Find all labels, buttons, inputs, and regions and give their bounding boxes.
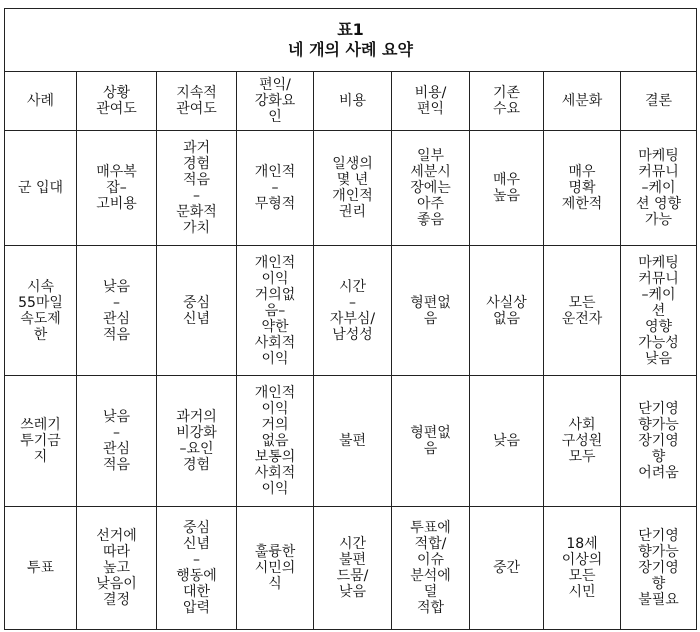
table-cell: 군 입대 — [5, 131, 77, 246]
table-cell: 일생의 몇 년 개인적 권리 — [314, 131, 392, 246]
table-cell: 시간 – 자부심/ 남성성 — [314, 245, 392, 376]
table-cell: 마케팅 커뮤니 –케이 션 영향 가능 — [621, 131, 697, 246]
table-cell: 과거 경험 적음 – 문화적 가치 — [157, 131, 237, 246]
table-cell: 낮음 — [470, 376, 544, 507]
table-cell: 낮음 – 관심 적음 — [77, 376, 157, 507]
table-cell: 단기영 향가능 장기영 향 불필요 — [621, 507, 697, 630]
table-cell: 사실상 없음 — [470, 245, 544, 376]
table-cell: 매우 명확 제한적 — [544, 131, 621, 246]
table-row — [5, 376, 697, 507]
table-cell: 선거에 따라 높고 낮음이 결정 — [77, 507, 157, 630]
table-title-text: 네 개의 사례 요약 — [288, 40, 413, 59]
table-cell: 매우 높음 — [470, 131, 544, 246]
table-cell: 중간 — [470, 507, 544, 630]
table-cell: 시간 불편 드뭄/ 낮음 — [314, 507, 392, 630]
table-cell: 중심 신념 — [157, 245, 237, 376]
table-cell: 투표에 적합/ 이슈 분석에 덜 적합 — [392, 507, 470, 630]
table-cell: 개인적 이익 거의 없음 보통의 사회적 이익 — [237, 376, 314, 507]
table-cell: 모든 운전자 — [544, 245, 621, 376]
table-cell: 단기영 향가능 장기영 향 어려움 — [621, 376, 697, 507]
header-cell-case: 사례 — [5, 72, 77, 131]
header-cell-segmentation: 세분화 — [544, 72, 621, 131]
table-cell: 개인적 이익 거의없 음– 약한 사회적 이익 — [237, 245, 314, 376]
header-cell-existing-demand: 기존 수요 — [470, 72, 544, 131]
summary-table-container — [4, 8, 696, 630]
table-cell: 투표 — [5, 507, 77, 630]
table-cell: 18세 이상의 모든 시민 — [544, 507, 621, 630]
table-cell: 일부 세분시 장에는 아주 좋음 — [392, 131, 470, 246]
table-cell: 시속 55마일 속도제 한 — [5, 245, 77, 376]
header-cell-conclusion: 결론 — [621, 72, 697, 131]
table-cell: 개인적 – 무형적 — [237, 131, 314, 246]
table-title-number: 표1 — [337, 20, 364, 39]
table-cell: 불편 — [314, 376, 392, 507]
table-cell: 과거의 비강화 –요인 경험 — [157, 376, 237, 507]
table-cell: 중심 신념 – 행동에 대한 압력 — [157, 507, 237, 630]
table-cell: 매우복 잡– 고비용 — [77, 131, 157, 246]
header-row — [5, 72, 697, 131]
header-cell-enduring-involvement: 지속적 관여도 — [157, 72, 237, 131]
table-cell: 마케팅 커뮤니 –케이 션 영향 가능성 낮음 — [621, 245, 697, 376]
header-cell-cost: 비용 — [314, 72, 392, 131]
table-cell: 낮음 – 관심 적음 — [77, 245, 157, 376]
table-cell: 형편없 음 — [392, 376, 470, 507]
table-row — [5, 507, 697, 630]
table-cell: 형편없 음 — [392, 245, 470, 376]
header-cell-benefit-reinforcer: 편익/ 강화요 인 — [237, 72, 314, 131]
table-row — [5, 131, 697, 246]
case-summary-table — [4, 8, 697, 630]
table-cell: 사회 구성원 모두 — [544, 376, 621, 507]
header-cell-situational-involvement: 상황 관여도 — [77, 72, 157, 131]
table-row — [5, 245, 697, 376]
header-cell-cost-benefit: 비용/ 편익 — [392, 72, 470, 131]
table-cell: 쓰레기 투기금 지 — [5, 376, 77, 507]
table-title — [5, 9, 697, 72]
table-cell: 훌륭한 시민의 식 — [237, 507, 314, 630]
